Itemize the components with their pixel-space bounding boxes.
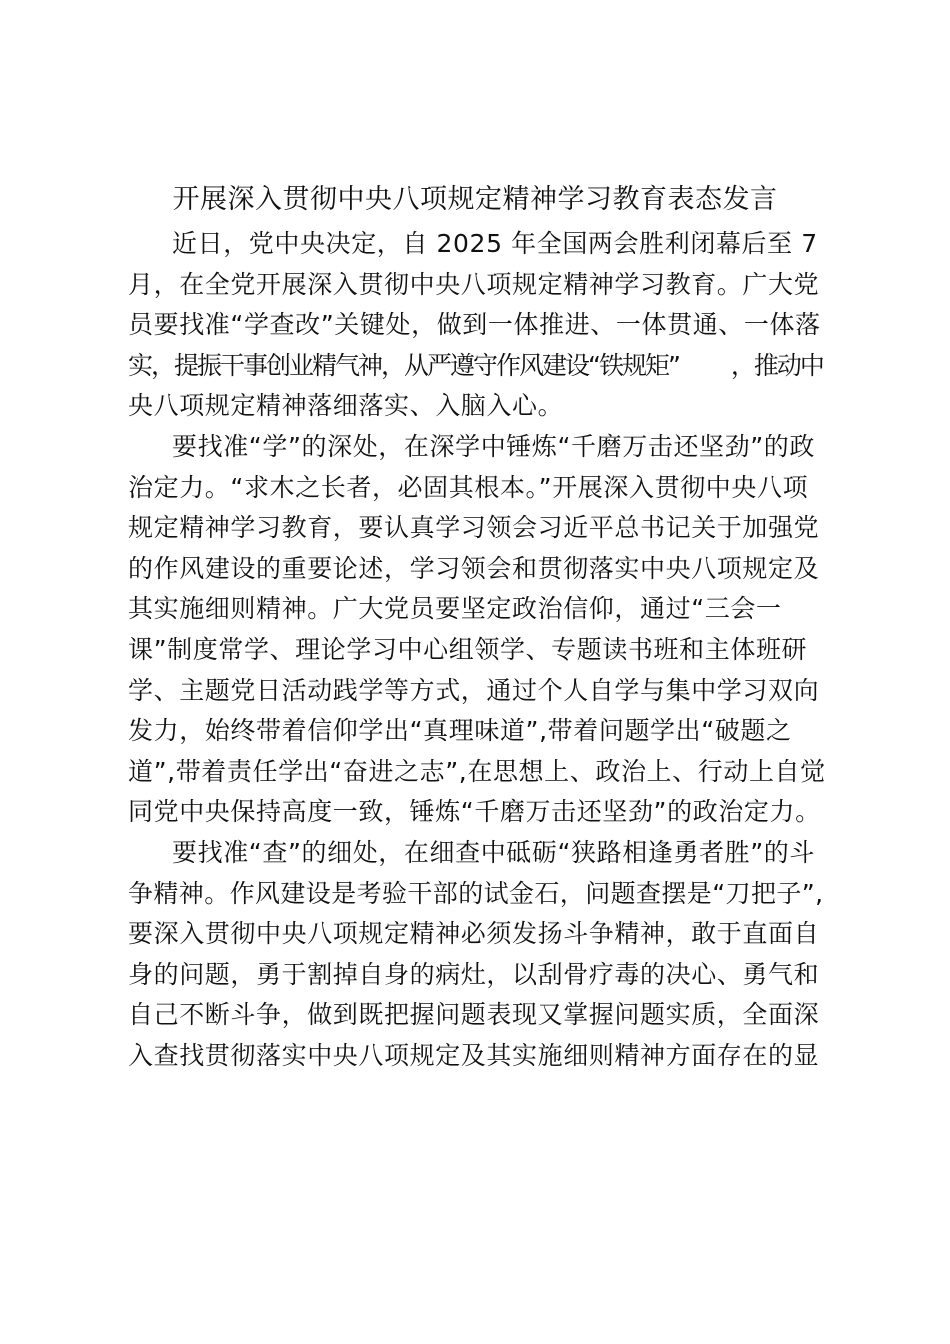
text-line: 同党中央保持高度一致，锤炼“千磨万击还坚劲”的政治定力。: [128, 797, 821, 827]
text-line: 要深入贯彻中央八项规定精神必须发扬斗争精神，敢于直面自: [128, 919, 820, 949]
text-line: 身的问题，勇于割掉自身的病灶，以刮骨疗毒的决心、勇气和: [128, 959, 820, 989]
text-line: 入查找贯彻落实中央八项规定及其实施细则精神方面存在的显: [128, 1040, 820, 1070]
text-line: 要找准“查”的细处，在细查中砥砺“狭路相逢勇者胜”的斗: [172, 837, 816, 867]
text-line: 争精神。作风建设是考验干部的试金石，问题查摆是“刀把子”,: [128, 878, 824, 908]
text-line: 课”制度常学、理论学习中心组领学、专题读书班和主体班研: [128, 634, 808, 664]
text-line: 实，提振干事创业精气神，从严遵守作风建设“铁规矩” ，推动中: [128, 350, 823, 380]
text-line: 的作风建设的重要论述，学习领会和贯彻落实中央八项规定及: [128, 553, 820, 583]
document-body: [128, 224, 828, 1076]
text-line: 要找准“学”的深处，在深学中锤炼“千磨万击还坚劲”的政: [172, 431, 816, 461]
text-line: 央八项规定精神落细落实、入脑入心。: [128, 391, 564, 421]
text-line: 月，在全党开展深入贯彻中央八项规定精神学习教育。广大党: [128, 269, 820, 299]
text-line: 自己不断斗争，做到既把握问题表现又掌握问题实质，全面深: [128, 1000, 820, 1030]
text-line: 发力，始终带着信仰学出“真理味道”,带着问题学出“破题之: [128, 716, 792, 746]
text-line: 员要找准“学查改”关键处，做到一体推进、一体贯通、一体落: [128, 310, 821, 340]
text-line: 近日，党中央决定，自 2025 年全国两会胜利闭幕后至 7: [172, 229, 818, 258]
paragraph: [128, 224, 828, 427]
text-line: 道”,带着责任学出“奋进之志”,在思想上、政治上、行动上自觉: [128, 756, 826, 786]
text-line: 治定力。“求木之长者，必固其根本。”开展深入贯彻中央八项: [128, 472, 809, 502]
paragraph: [128, 427, 828, 833]
text-line: 其实施细则精神。广大党员要坚定政治信仰，通过“三会一: [128, 594, 782, 624]
text-line: 规定精神学习教育，要认真学习领会习近平总书记关于加强党: [128, 513, 820, 543]
text-line: 学、主题党日活动践学等方式，通过个人自学与集中学习双向: [128, 675, 820, 705]
paragraph: [128, 833, 828, 1077]
document-title: 开展深入贯彻中央八项规定精神学习教育表态发言: [172, 184, 778, 215]
